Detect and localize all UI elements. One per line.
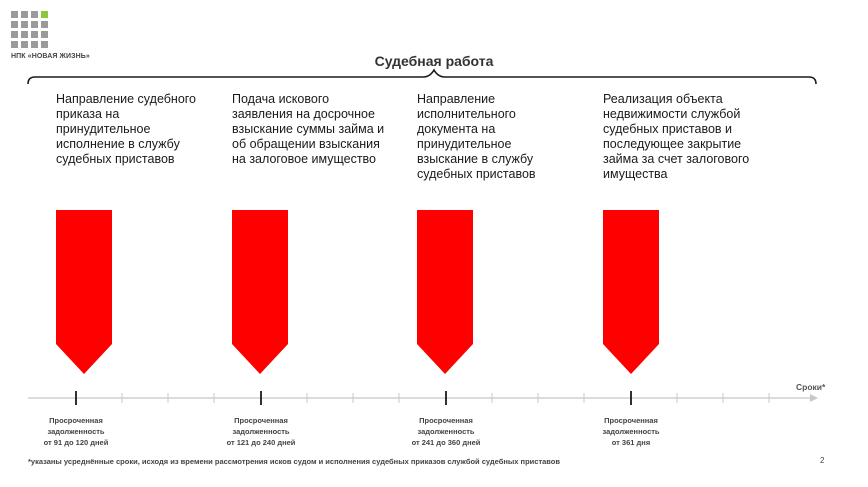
overdue-label-3: Просроченная задолженность от 241 до 360 дней — [411, 416, 481, 447]
page-number: 2 — [820, 456, 825, 465]
step-3-text: Направление исполнительного документа на принудительное взыскание в службу судебных приставов — [417, 92, 536, 181]
overdue-label-4: Просроченная задолженность от 361 дня — [602, 416, 660, 447]
timeline-label: Сроки* — [796, 382, 826, 392]
footnote: *указаны усреднённые сроки, исходя из времени рассмотрения исков судом и исполнения судебных приказов службой судебных приставов — [28, 457, 560, 466]
page-title: Судебная работа — [374, 53, 494, 69]
logo-text: НПК «НОВАЯ ЖИЗНЬ» — [11, 53, 90, 60]
step-4-text: Реализация объекта недвижимости службой судебных приставов и последующее закрытие займа за счет залогового имущества — [603, 92, 750, 181]
step-2-text: Подача искового заявления на досрочное взыскание суммы займа и об обращении взыскания на залоговое имущество — [232, 92, 385, 166]
overdue-label-2: Просроченная задолженность от 121 до 240 дней — [226, 416, 296, 447]
overdue-label-1: Просроченная задолженность от 91 до 120 дней — [43, 416, 109, 447]
step-1-text: Направление судебного приказа на принудительное исполнение в службу судебных приставов — [56, 92, 197, 166]
